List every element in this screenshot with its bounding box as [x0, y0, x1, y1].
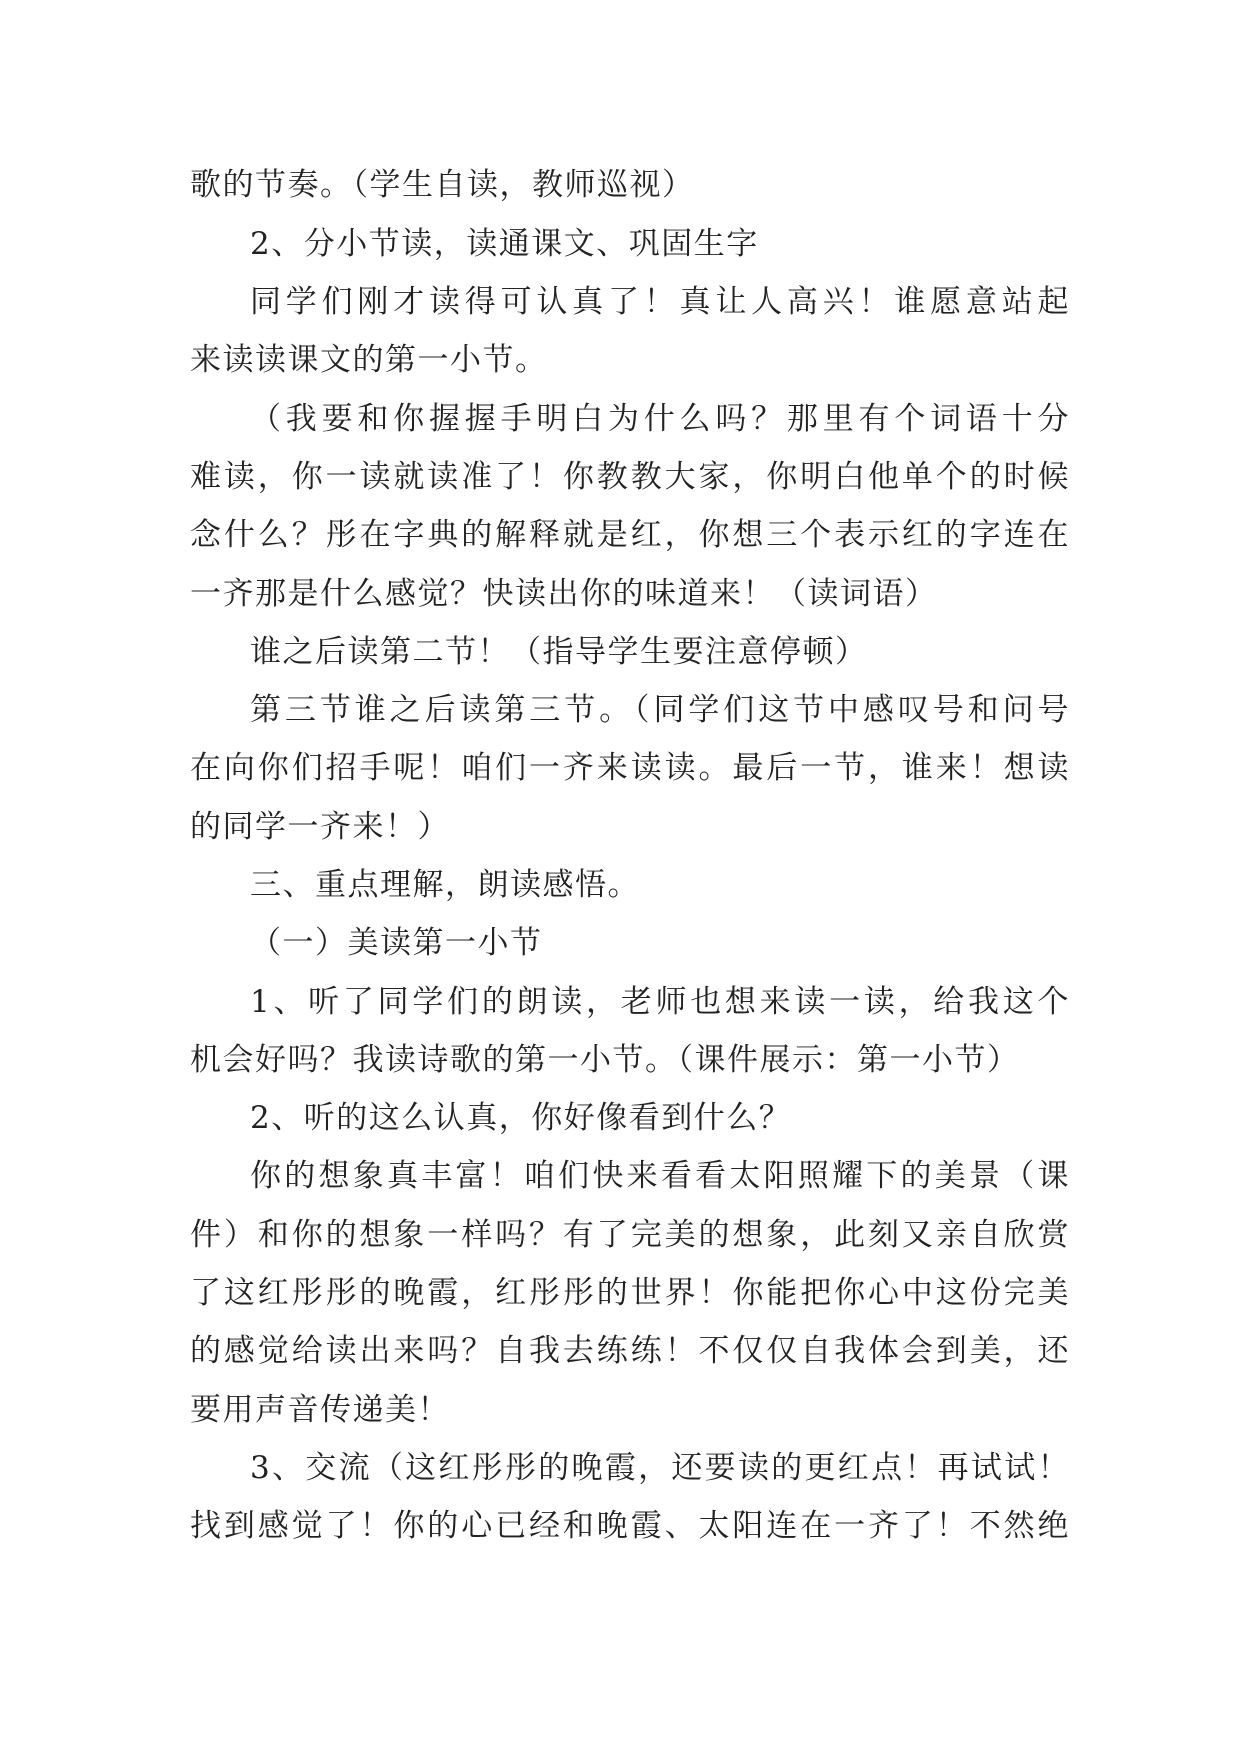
text-line: 第三节谁之后读第三节。（同学们这节中感叹号和问号 [250, 692, 1070, 728]
text-line: 3、交流（这红彤彤的晚霞，还要读的更红点！再试试！ [250, 1450, 1070, 1486]
text-line: 难读，你一读就读准了！你教教大家，你明白他单个的时候 [190, 459, 1070, 495]
text-line: 谁之后读第二节！（指导学生要注意停顿） [250, 634, 868, 670]
text-line: 找到感觉了！你的心已经和晚霞、太阳连在一齐了！不然绝 [190, 1508, 1070, 1544]
text-line: 在向你们招手呢！咱们一齐来读读。最后一节，谁来！想读 [190, 750, 1070, 786]
text-line: 你的想象真丰富！咱们快来看看太阳照耀下的美景（课 [250, 1158, 1070, 1194]
text-line: （我要和你握握手明白为什么吗？那里有个词语十分 [250, 401, 1070, 437]
text-line: 2、分小节读，读通课文、巩固生字 [250, 226, 759, 262]
text-line: 同学们刚才读得可认真了！真让人高兴！谁愿意站起 [250, 284, 1070, 320]
text-line: 的感觉给读出来吗？自我去练练！不仅仅自我体会到美，还 [190, 1333, 1070, 1369]
text-line: 2、听的这么认真，你好像看到什么？ [250, 1100, 792, 1136]
text-line: 件）和你的想象一样吗？有了完美的想象，此刻又亲自欣赏 [190, 1217, 1070, 1253]
section-heading: 三、重点理解，朗读感悟。 [250, 867, 640, 903]
text-line: 一齐那是什么感觉？快读出你的味道来！（读词语） [190, 576, 938, 612]
text-line: 念什么？彤在字典的解释就是红，你想三个表示红的字连在 [190, 517, 1070, 553]
text-line: 的同学一齐来！） [190, 809, 450, 845]
text-line: 歌的节奏。（学生自读，教师巡视） [190, 167, 695, 203]
subsection-heading: （一）美读第一小节 [250, 925, 543, 961]
text-line: 要用声音传递美！ [190, 1392, 450, 1428]
text-line: 了这红彤彤的晚霞，红彤彤的世界！你能把你心中这份完美 [190, 1275, 1070, 1311]
text-line: 机会好吗？我读诗歌的第一小节。（课件展示：第一小节） [190, 1042, 1020, 1078]
text-line: 来读读课文的第一小节。 [190, 342, 548, 378]
text-line: 1、听了同学们的朗读，老师也想来读一读，给我这个 [250, 984, 1070, 1020]
